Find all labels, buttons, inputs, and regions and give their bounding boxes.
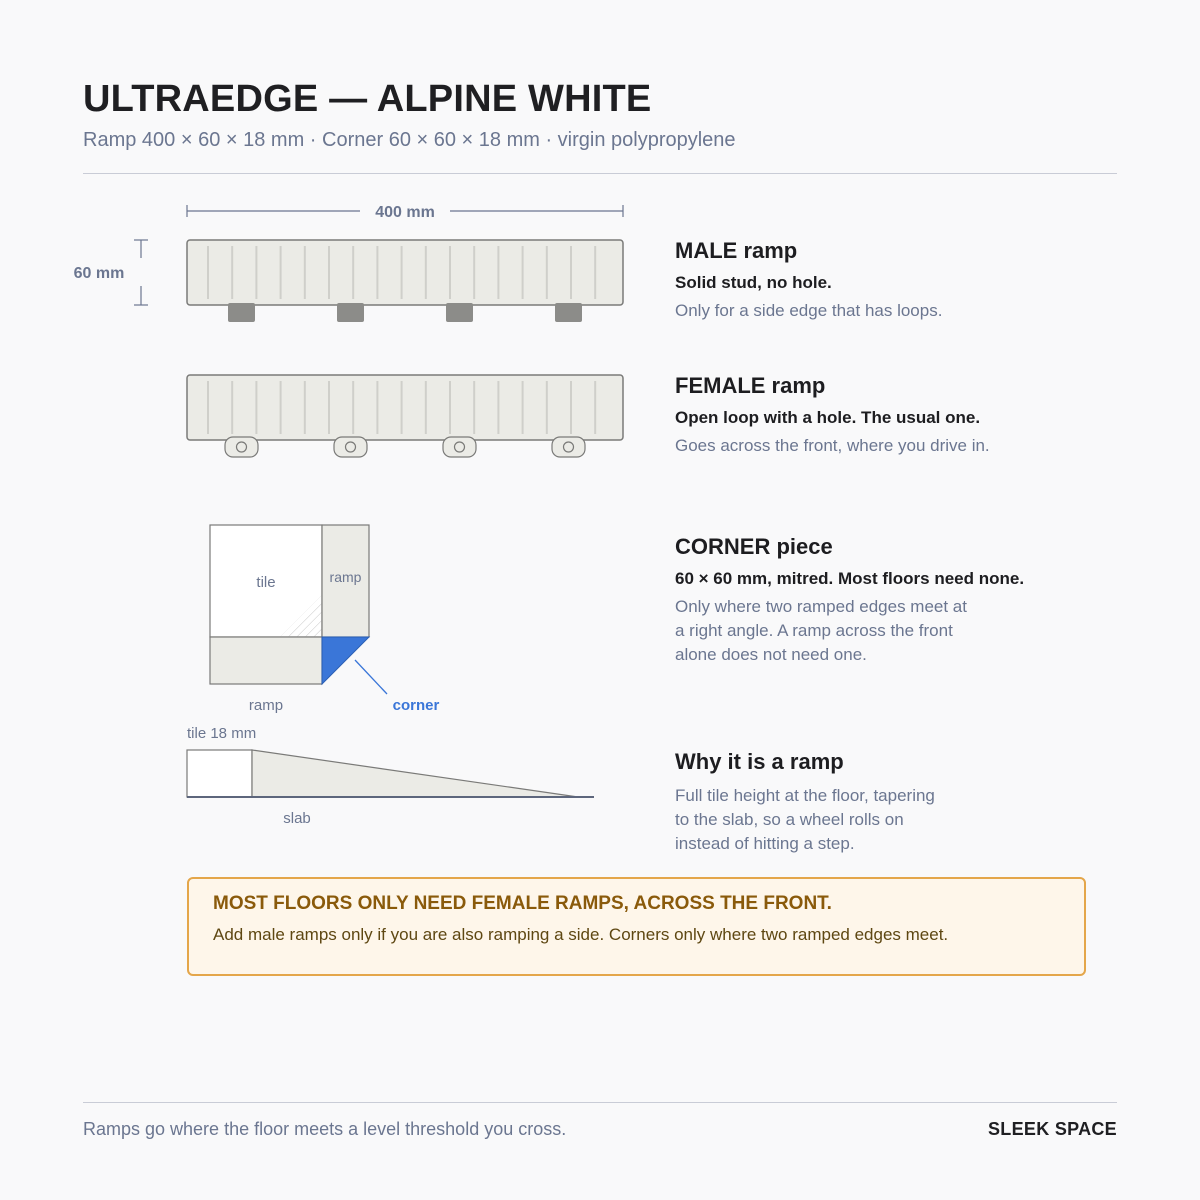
corner-note-line: Only where two ramped edges meet at [675, 597, 967, 616]
recommendation-callout [187, 877, 1086, 976]
male-ramp-illustration [187, 240, 623, 322]
tile-label: tile [256, 574, 276, 591]
height-label: 60 mm [73, 265, 125, 282]
profile-ramp [252, 750, 578, 797]
corner-heading: CORNER piece [675, 534, 833, 559]
corner-bold: 60 × 60 mm, mitred. Most floors need none. [675, 569, 1025, 588]
footer-divider [83, 1102, 1117, 1103]
profile-tile-label: tile 18 mm [187, 725, 257, 742]
male-stud [446, 303, 473, 322]
brand-name: SLEEK SPACE [988, 1119, 1117, 1139]
ramp-horizontal [210, 637, 322, 684]
page-subtitle: Ramp 400 × 60 × 18 mm · Corner 60 × 60 × 18 mm · virgin polypropylene [83, 129, 736, 151]
profile-slab-label: slab [283, 810, 311, 827]
why-note-line: instead of hitting a step. [675, 834, 855, 853]
footer-note: Ramps go where the floor meets a level threshold you cross. [83, 1119, 567, 1139]
why-note-line: Full tile height at the floor, tapering [675, 786, 935, 805]
why-section [675, 749, 1115, 856]
male-section [675, 238, 1115, 323]
corner-label: corner [392, 697, 440, 714]
why-heading: Why it is a ramp [675, 749, 844, 774]
female-bold: Open loop with a hole. The usual one. [675, 408, 981, 427]
width-label: 400 mm [375, 204, 435, 221]
page-title: ULTRAEDGE — ALPINE WHITE [83, 78, 652, 120]
male-stud [337, 303, 364, 322]
female-section [675, 373, 1115, 458]
male-heading: MALE ramp [675, 238, 798, 263]
male-note: Only for a side edge that has loops. [675, 301, 943, 320]
corner-note-line: a right angle. A ramp across the front [675, 621, 953, 640]
male-stud [555, 303, 582, 322]
corner-piece [322, 637, 369, 684]
female-heading: FEMALE ramp [675, 373, 826, 398]
profile-tile [187, 750, 252, 797]
corner-note-line: alone does not need one. [675, 645, 867, 664]
ramp-vertical-label: ramp [329, 569, 362, 585]
corner-section [675, 534, 1115, 667]
corner-plan-illustration [210, 525, 440, 714]
width-dimension [187, 204, 623, 221]
male-stud [228, 303, 255, 322]
ramp-profile-illustration [187, 725, 594, 827]
callout-body: Add male ramps only if you are also ramping a side. Corners only where two ramped edges meet. [213, 925, 949, 944]
female-loop [443, 437, 476, 457]
female-loop [552, 437, 585, 457]
female-loop [334, 437, 367, 457]
height-dimension [74, 240, 148, 305]
female-note: Goes across the front, where you drive in. [675, 436, 990, 455]
ramp-horizontal-label: ramp [248, 697, 284, 714]
female-ramp-illustration [187, 375, 623, 457]
callout-heading: MOST FLOORS ONLY NEED FEMALE RAMPS, ACROSS THE FRONT. [213, 893, 832, 914]
male-bold: Solid stud, no hole. [675, 273, 832, 292]
why-note-line: to the slab, so a wheel rolls on [675, 810, 904, 829]
female-loop [225, 437, 258, 457]
